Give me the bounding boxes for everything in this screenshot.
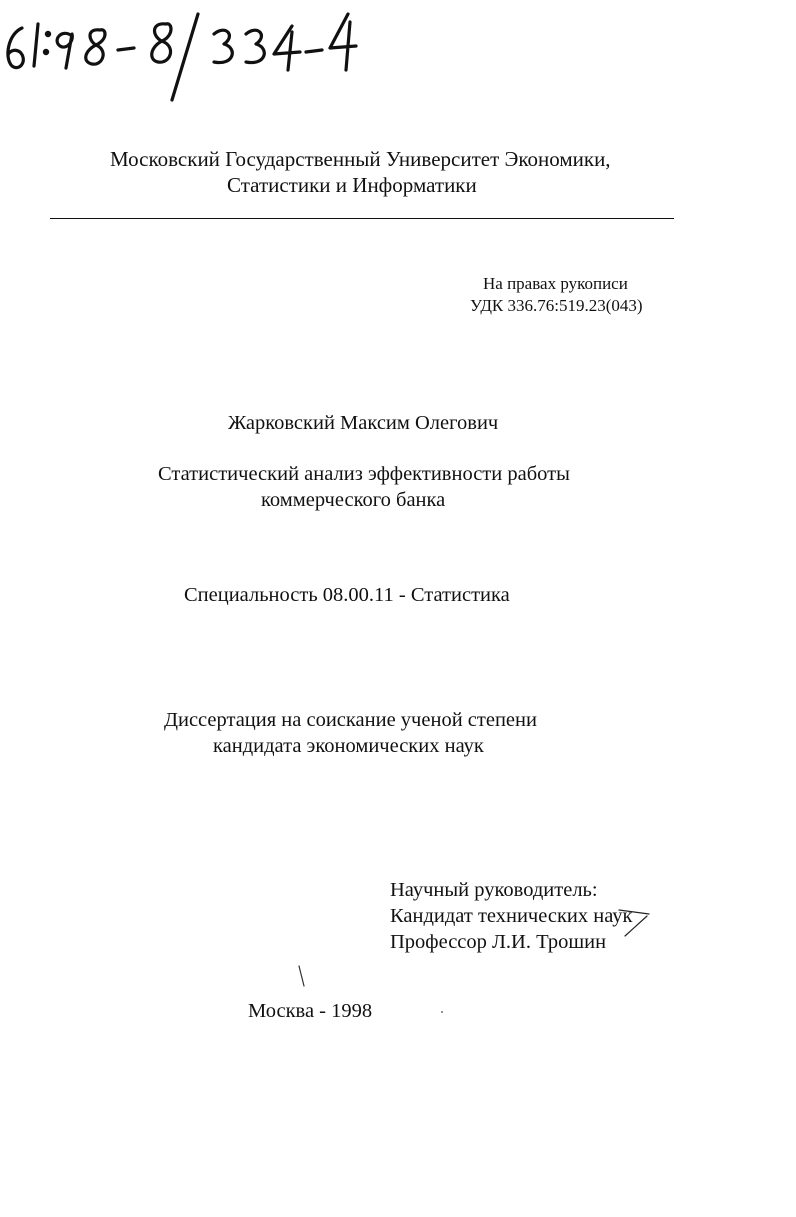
- dissertation-title: [158, 461, 570, 513]
- university-name-line-1: Московский Государственный Университет Экономики,: [110, 147, 611, 171]
- handwritten-shelf-mark: [0, 0, 400, 105]
- manuscript-rights: На правах рукописи: [483, 274, 628, 293]
- specialty: Специальность 08.00.11 - Статистика: [184, 584, 510, 606]
- advisor-label: Научный руководитель:: [390, 879, 598, 901]
- scientific-advisor: [390, 877, 633, 955]
- title-line-2: коммерческого банка: [261, 489, 446, 511]
- university-name-line-2: Статистики и Информатики: [227, 173, 477, 197]
- university-header: [110, 146, 611, 198]
- degree-line-1: Диссертация на соискание ученой степени: [164, 709, 537, 731]
- advisor-degree: Кандидат технических наук: [390, 905, 633, 927]
- degree-line-2: кандидата экономических наук: [213, 735, 484, 757]
- pen-stroke-mark: [617, 906, 653, 940]
- city-and-year: Москва - 1998: [248, 1000, 373, 1022]
- header-divider: [50, 218, 674, 219]
- degree-statement: [164, 707, 537, 759]
- ink-dot: [440, 1010, 444, 1014]
- pen-tick-mark: [297, 964, 307, 990]
- udc-code: УДК 336.76:519.23(043): [470, 296, 643, 315]
- title-line-1: Статистический анализ эффективности работы: [158, 463, 570, 485]
- author-name: Жарковский Максим Олегович: [228, 412, 499, 434]
- manuscript-rights-block: [470, 273, 643, 317]
- advisor-name: Профессор Л.И. Трошин: [390, 931, 607, 953]
